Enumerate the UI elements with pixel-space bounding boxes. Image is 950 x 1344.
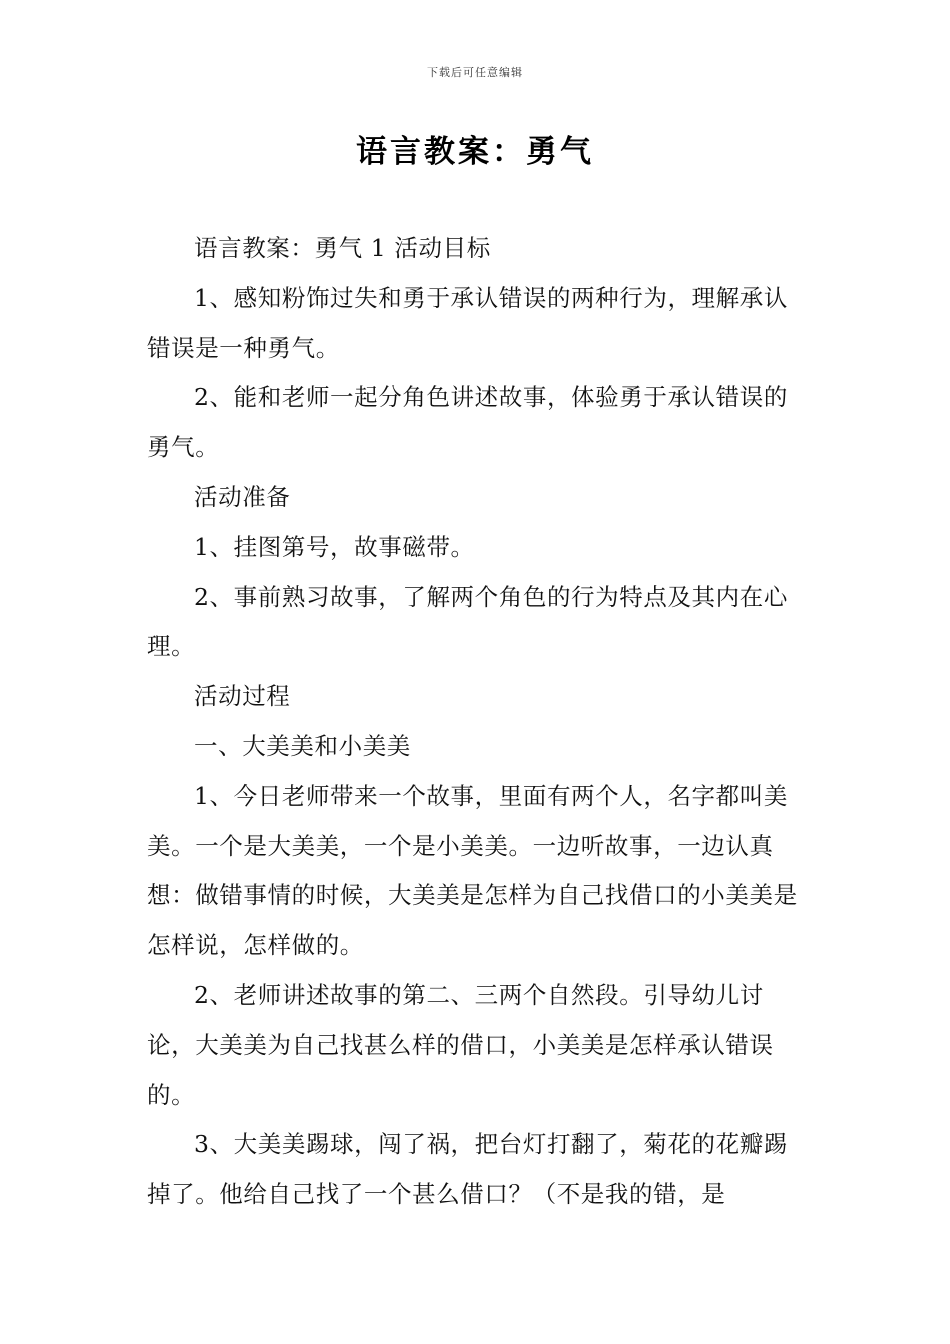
paragraph-goal-1: 1、感知粉饰过失和勇于承认错误的两种行为，理解承认错误是一种勇气。 [147,283,788,362]
paragraph-prep-2: 2、事前熟习故事，了解两个角色的行为特点及其内在心理。 [147,582,788,661]
header-note: 下载后可任意编辑 [427,66,523,79]
subsection-heading-1: 一、大美美和小美美 [194,731,411,760]
document-title: 语言教案：勇气 [356,134,594,170]
paragraph-process-3: 3、大美美踢球，闯了祸，把台灯打翻了，菊花的花瓣踢掉了。他给自己找了一个甚么借口？（不是我的错，是 [147,1130,788,1209]
section-heading-preparation: 活动准备 [194,482,291,511]
section-heading-process: 活动过程 [194,682,291,711]
paragraph-prep-1: 1、挂图第号，故事磁带。 [194,532,475,561]
paragraph-process-1: 1、今日老师带来一个故事，里面有两个人，名字都叫美美。一个是大美美，一个是小美美。一边听故事，一边认真想：做错事情的时候，大美美是怎样为自己找借口的小美美是怎样说，怎样做的。 [147,781,798,960]
paragraph-process-2: 2、老师讲述故事的第二、三两个自然段。引导幼儿讨论，大美美为自己找甚么样的借口，小美美是怎样承认错误的。 [147,980,774,1109]
document-body [147,224,809,1220]
paragraph-goal-2: 2、能和老师一起分角色讲述故事，体验勇于承认错误的勇气。 [147,383,788,462]
paragraph-intro: 语言教案：勇气 1 活动目标 [194,234,491,262]
